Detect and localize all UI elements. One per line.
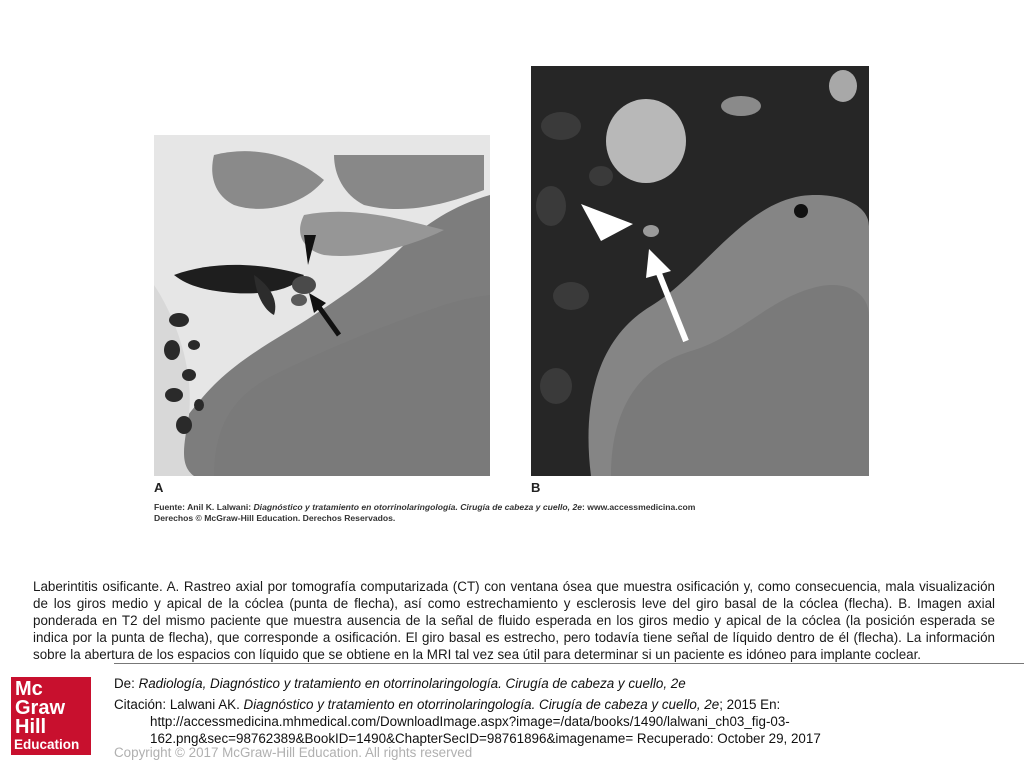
panel-b-letter: B <box>531 480 541 495</box>
cite-line <box>114 696 874 713</box>
copyright-notice: Copyright © 2017 McGraw-Hill Education. All rights reserved <box>114 745 473 760</box>
mri-drawing <box>531 66 869 476</box>
panel-a-letter: A <box>154 480 164 495</box>
figure-caption: Laberintitis osificante. A. Rastreo axial por tomografía computarizada (CT) con ventana ósea que muestra osificación y, como consecuencia, mala visualización de los giros medio y apical de la cóclea (punta de flecha), así como estrechamiento y esclerosis leve del giro basal de la cóclea (flecha). B. Imagen axial ponderada en T2 del mismo paciente que muestra ausencia de la señal de fluido esperada en los giros medio y apical de la cóclea (la posición esperada se indica por la punta de flecha), que corresponde a osificación. El giro basal es estrecho, pero todavía tiene señal de líquido dentro de él (flecha). La información sobre la abertura de los espacios con líquido que se obtiene en la MRI tal vez sea útil para determinar si un paciente es idóneo para implante coclear. <box>33 579 995 662</box>
cite-title: Diagnóstico y tratamiento en otorrinolaringología. Cirugía de cabeza y cuello, 2e <box>243 697 720 712</box>
source-suffix: : www.accessmedicina.com <box>582 502 696 512</box>
citation-block <box>114 675 874 747</box>
cite-prefix: Citación: Lalwani AK <box>114 697 237 712</box>
divider <box>114 663 1024 664</box>
figure-source-credit <box>154 502 774 524</box>
mri-image <box>531 66 869 476</box>
cite-suffix: ; 2015 En: <box>719 697 781 712</box>
ct-scan-drawing <box>154 135 490 476</box>
source-line <box>154 502 774 513</box>
ct-scan-image <box>154 135 490 476</box>
source-prefix: Fuente: Anil K. Lalwani: <box>154 502 254 512</box>
logo-line-1: Mc <box>15 678 43 700</box>
source-title: Diagnóstico y tratamiento en otorrinolaringología. Cirugía de cabeza y cuello, 2e <box>253 502 583 512</box>
from-title: Radiología, Diagnóstico y tratamiento en otorrinolaringología. Cirugía de cabeza y cuello, 2e <box>138 676 686 691</box>
logo-line-2: Graw <box>15 697 66 719</box>
rights-line: Derechos © McGraw-Hill Education. Derechos Reservados. <box>154 513 396 523</box>
cite-sep: . <box>236 697 244 712</box>
from-prefix: De: <box>114 676 139 691</box>
logo-line-4: Education <box>14 737 80 752</box>
from-line <box>114 675 874 692</box>
mcgraw-hill-logo <box>11 677 91 755</box>
citation-url-line-2[interactable]: 162.png&sec=98762389&BookID=1490&ChapterSecID=98761896&imagename= Recuperado: October 29, 2017 <box>150 731 821 746</box>
logo-line-3: Hill <box>15 716 47 738</box>
citation-url-line-1[interactable]: http://accessmedicina.mhmedical.com/DownloadImage.aspx?image=/data/books/1490/lalwani_ch03_fig-03- <box>150 714 790 729</box>
